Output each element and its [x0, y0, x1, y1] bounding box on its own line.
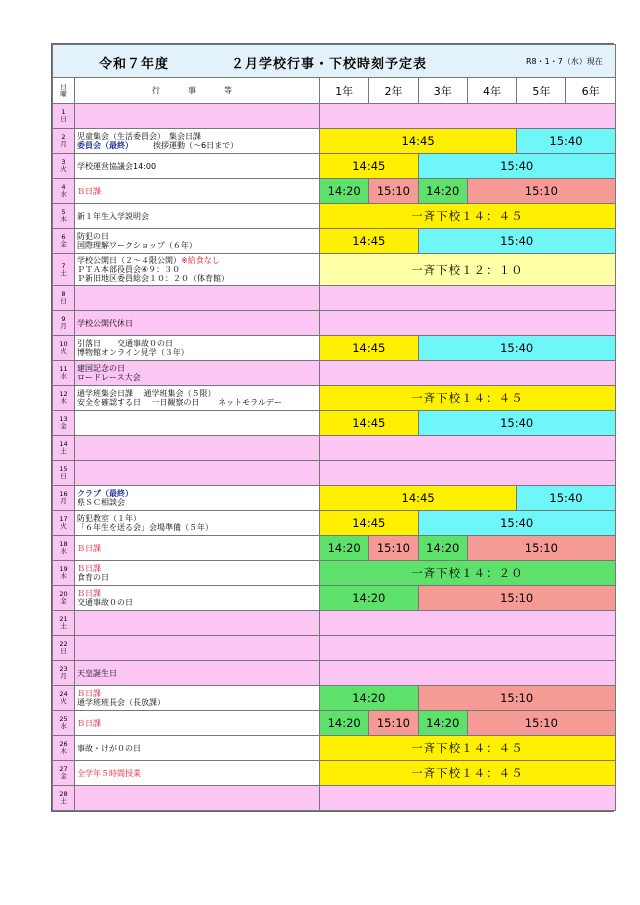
dismissal-time [320, 311, 616, 336]
dismissal-time: 14:20 [418, 536, 467, 561]
day-cell [53, 129, 75, 154]
dismissal-time: 15:10 [369, 179, 418, 204]
event-line [77, 265, 319, 274]
day-number: 6 [61, 233, 66, 241]
dismissal-time [320, 104, 616, 129]
dismissal-time [320, 611, 616, 636]
schedule-row [53, 486, 616, 511]
day-cell [53, 536, 75, 561]
dismissal-time: 14:20 [320, 686, 419, 711]
schedule-row [53, 129, 616, 154]
event-line [77, 589, 319, 598]
day-of-week: 水 [60, 372, 67, 380]
day-number: 11 [59, 365, 68, 373]
event-line [77, 398, 319, 407]
event-note: ※給食なし [181, 256, 220, 265]
events-cell [75, 286, 320, 311]
event-text: 学校公開代休日 [77, 318, 133, 328]
schedule-row [53, 204, 616, 229]
event-text: 全学年５時間授業 [77, 768, 141, 778]
day-number: 18 [59, 540, 68, 548]
event-text: 学校公開日（２～４限公開） [77, 256, 181, 265]
dismissal-time: 15:40 [517, 486, 616, 511]
event-line [77, 274, 319, 283]
dismissal-time: 15:40 [517, 129, 616, 154]
event-text: 新１年生入学説明会 [77, 211, 149, 221]
day-cell [53, 336, 75, 361]
schedule-row [53, 361, 616, 386]
event-line [77, 744, 319, 753]
event-text: 防犯の日 [77, 232, 109, 241]
day-of-week: 日 [60, 115, 67, 123]
event-text: 交通事故０の日 [77, 598, 133, 607]
day-of-week: 水 [60, 547, 67, 555]
event-text: Ｂ日課 [77, 186, 101, 196]
dismissal-time: 14:20 [320, 586, 419, 611]
events-cell [75, 154, 320, 179]
day-number: 26 [59, 740, 68, 748]
schedule-row [53, 254, 616, 286]
event-text: Ｂ日課 [77, 718, 101, 728]
event-line [77, 689, 319, 698]
event-line [77, 364, 319, 373]
events-cell [75, 104, 320, 129]
event-line [77, 256, 319, 265]
dismissal-time: 14:45 [320, 486, 517, 511]
day-number: 3 [61, 158, 66, 166]
grade-header-3: 3年 [418, 78, 467, 104]
event-text-suffix: 挨拶運動（～6日まで） [129, 141, 239, 150]
event-line [77, 132, 319, 141]
day-of-week: 木 [60, 747, 67, 755]
day-of-week: 木 [60, 215, 67, 223]
day-of-week: 火 [60, 347, 67, 355]
dismissal-time [320, 361, 616, 386]
event-line [77, 544, 319, 553]
dismissal-time: 一斉下校１４：４５ [320, 204, 616, 229]
day-cell [53, 511, 75, 536]
schedule-row [53, 386, 616, 411]
event-text: Ｂ日課 [77, 564, 101, 573]
day-number: 1 [61, 108, 66, 116]
day-of-week: 土 [60, 622, 67, 630]
events-cell [75, 586, 320, 611]
dismissal-time: 14:45 [320, 229, 419, 254]
day-number: 12 [59, 390, 68, 398]
day-number: 4 [61, 183, 66, 191]
events-cell [75, 636, 320, 661]
day-number: 20 [59, 590, 68, 598]
event-text: 天皇誕生日 [77, 668, 117, 678]
event-line [77, 598, 319, 607]
dismissal-time: 14:20 [320, 711, 369, 736]
events-cell [75, 486, 320, 511]
day-of-week: 金 [60, 240, 67, 248]
day-cell [53, 411, 75, 436]
day-of-week: 月 [60, 140, 67, 148]
schedule-sheet [51, 43, 614, 812]
day-of-week: 木 [60, 397, 67, 405]
day-number: 7 [61, 261, 66, 270]
dismissal-time: 一斉下校１２：１０ [320, 254, 616, 286]
day-cell [53, 611, 75, 636]
event-text: 通学班集会日課 通学班集会（５限） [77, 389, 216, 398]
event-text: ロードレース大会 [77, 373, 141, 382]
day-of-week: 月 [60, 672, 67, 680]
fiscal-year: 令和７年度 [99, 57, 170, 72]
events-cell [75, 204, 320, 229]
event-text: 県ＳＣ相談会 [77, 498, 125, 507]
event-text: 学校運営協議会14:00 [77, 161, 157, 171]
day-number: 8 [61, 290, 66, 298]
day-of-week: 木 [60, 572, 67, 580]
schedule-row [53, 711, 616, 736]
schedule-row [53, 179, 616, 204]
events-cell [75, 336, 320, 361]
events-cell [75, 561, 320, 586]
event-line [77, 498, 319, 507]
event-text: 建国記念の日 [77, 364, 125, 373]
day-of-week: 火 [60, 165, 67, 173]
dismissal-time [320, 461, 616, 486]
day-number: 21 [59, 615, 68, 623]
day-number: 24 [59, 690, 68, 698]
events-cell [75, 386, 320, 411]
events-cell [75, 129, 320, 154]
dismissal-time [320, 786, 616, 811]
event-text: Ｂ日課 [77, 543, 101, 553]
dismissal-time: 15:10 [418, 586, 615, 611]
event-text: Ｂ日課 [77, 689, 101, 698]
dismissal-time: 15:10 [418, 686, 615, 711]
day-number: 5 [61, 208, 66, 216]
dismissal-time: 15:10 [369, 711, 418, 736]
event-line [77, 212, 319, 221]
day-cell [53, 104, 75, 129]
day-cell [53, 711, 75, 736]
schedule-row [53, 461, 616, 486]
event-text: 食育の日 [77, 573, 109, 582]
grade-header-6: 6年 [566, 78, 615, 104]
dismissal-time: 15:40 [418, 411, 615, 436]
events-cell [75, 711, 320, 736]
day-number: 15 [59, 465, 68, 473]
grade-header-5: 5年 [517, 78, 566, 104]
schedule-row [53, 154, 616, 179]
dismissal-time [320, 436, 616, 461]
event-text: Ｐ新旧地区委員総会１０：２０（体育館） [77, 274, 229, 283]
events-cell [75, 179, 320, 204]
dismissal-time: 15:40 [418, 511, 615, 536]
event-line [77, 389, 319, 398]
event-line [77, 241, 319, 250]
day-cell [53, 311, 75, 336]
schedule-row [53, 436, 616, 461]
dismissal-time: 14:20 [418, 711, 467, 736]
day-of-week: 金 [60, 772, 67, 780]
day-number: 19 [59, 565, 68, 573]
events-cell [75, 686, 320, 711]
events-cell [75, 611, 320, 636]
events-cell [75, 661, 320, 686]
events-cell [75, 461, 320, 486]
event-line [77, 523, 319, 532]
event-text: 委員会（最終） [77, 141, 129, 150]
dismissal-time: 14:45 [320, 411, 419, 436]
day-number: 2 [61, 133, 66, 141]
day-number: 27 [59, 765, 68, 773]
grade-header-1: 1年 [320, 78, 369, 104]
day-cell [53, 461, 75, 486]
event-text: 安全を確認する日 一日観察の日 ネットモラルデー [77, 398, 282, 407]
day-cell [53, 204, 75, 229]
schedule-row [53, 586, 616, 611]
day-cell [53, 686, 75, 711]
schedule-row [53, 411, 616, 436]
day-of-week: 日 [60, 297, 67, 305]
event-text: 防犯教室（１年） [77, 514, 141, 523]
event-line [77, 719, 319, 728]
day-of-week: 月 [60, 497, 67, 505]
day-number: 14 [59, 440, 68, 448]
event-line [77, 698, 319, 707]
event-line [77, 769, 319, 778]
event-line [77, 514, 319, 523]
event-line [77, 232, 319, 241]
events-cell [75, 254, 320, 286]
event-line [77, 187, 319, 196]
event-text: 通学班班長会（長放課） [77, 698, 165, 707]
day-number: 17 [59, 515, 68, 523]
day-of-week: 土 [60, 268, 67, 277]
day-cell [53, 254, 75, 286]
day-of-week: 火 [60, 697, 67, 705]
dismissal-time: 15:10 [467, 179, 615, 204]
schedule-row [53, 761, 616, 786]
event-text: ＰＴＡ本部役員会④９：３０ [77, 265, 181, 274]
grade-header-4: 4年 [467, 78, 516, 104]
dismissal-time: 一斉下校１４：２０ [320, 561, 616, 586]
schedule-row [53, 561, 616, 586]
dismissal-time [320, 661, 616, 686]
event-line [77, 162, 319, 171]
dismissal-time: 14:45 [320, 511, 419, 536]
day-cell [53, 361, 75, 386]
schedule-row [53, 229, 616, 254]
schedule-row [53, 686, 616, 711]
day-of-week: 金 [60, 422, 67, 430]
day-of-week: 土 [60, 797, 67, 805]
day-cell [53, 586, 75, 611]
schedule-row [53, 104, 616, 129]
dismissal-time: 14:20 [418, 179, 467, 204]
day-number: 23 [59, 665, 68, 673]
day-number: 16 [59, 490, 68, 498]
dismissal-time: 一斉下校１４：４５ [320, 761, 616, 786]
day-number: 28 [59, 790, 68, 798]
event-line [77, 564, 319, 573]
page-title: ２月学校行事・下校時刻予定表 [231, 57, 428, 72]
event-line [77, 573, 319, 582]
dismissal-time: 一斉下校１４：４５ [320, 736, 616, 761]
dismissal-time: 14:45 [320, 154, 419, 179]
schedule-row [53, 736, 616, 761]
dismissal-time: 一斉下校１４：４５ [320, 386, 616, 411]
day-number: 25 [59, 715, 68, 723]
day-number: 22 [59, 640, 68, 648]
event-text: 「６年生を送る会」会場準備（５年） [77, 523, 213, 532]
as-of-date: R8・1・7（水）現在 [525, 57, 603, 66]
events-cell [75, 411, 320, 436]
day-of-week: 日 [60, 647, 67, 655]
day-cell [53, 154, 75, 179]
events-cell [75, 361, 320, 386]
day-cell [53, 636, 75, 661]
day-of-week: 金 [60, 597, 67, 605]
day-cell [53, 386, 75, 411]
events-cell [75, 536, 320, 561]
schedule-row [53, 661, 616, 686]
events-column-header: 行 事 等 [75, 78, 320, 104]
events-cell [75, 229, 320, 254]
event-text: Ｂ日課 [77, 589, 101, 598]
day-cell [53, 486, 75, 511]
day-number: 9 [61, 315, 66, 323]
events-cell [75, 736, 320, 761]
day-of-week: 月 [60, 322, 67, 330]
event-text: 国際理解ワークショップ（６年） [77, 241, 197, 250]
day-of-week: 水 [60, 722, 67, 730]
day-cell [53, 436, 75, 461]
day-cell [53, 286, 75, 311]
event-line [77, 339, 319, 348]
event-line [77, 373, 319, 382]
events-cell [75, 511, 320, 536]
day-cell [53, 761, 75, 786]
grade-header-2: 2年 [369, 78, 418, 104]
event-line [77, 348, 319, 357]
day-cell [53, 786, 75, 811]
dismissal-time: 14:20 [320, 536, 369, 561]
day-cell [53, 229, 75, 254]
event-line [77, 669, 319, 678]
event-text: 博物館オンライン見学（３年） [77, 348, 189, 357]
schedule-row [53, 611, 616, 636]
dismissal-time: 14:45 [320, 336, 419, 361]
dismissal-time: 15:40 [418, 154, 615, 179]
events-cell [75, 311, 320, 336]
schedule-row [53, 286, 616, 311]
column-header-row [53, 78, 616, 104]
event-text: 児童集会（生活委員会） 集会日課 [77, 132, 201, 141]
day-of-week: 水 [60, 190, 67, 198]
events-cell [75, 761, 320, 786]
dismissal-time: 15:40 [418, 336, 615, 361]
schedule-row [53, 511, 616, 536]
events-cell [75, 436, 320, 461]
title-bar [53, 45, 616, 78]
day-cell [53, 661, 75, 686]
events-cell [75, 786, 320, 811]
day-of-week: 火 [60, 522, 67, 530]
day-of-week: 日 [60, 472, 67, 480]
schedule-row [53, 311, 616, 336]
dismissal-time: 14:20 [320, 179, 369, 204]
dismissal-time: 15:10 [369, 536, 418, 561]
day-of-week: 土 [60, 447, 67, 455]
event-text: クラブ（最終） [77, 489, 133, 498]
dismissal-time [320, 286, 616, 311]
schedule-row [53, 786, 616, 811]
dismissal-time: 15:10 [467, 536, 615, 561]
event-text: 事故・けが０の日 [77, 743, 141, 753]
schedule-row [53, 336, 616, 361]
day-number: 13 [59, 415, 68, 423]
day-column-header: 日 曜 [53, 78, 75, 104]
dismissal-time: 14:45 [320, 129, 517, 154]
dismissal-time [320, 636, 616, 661]
schedule-table [52, 44, 616, 811]
event-line [77, 489, 319, 498]
day-number: 10 [59, 340, 68, 348]
schedule-row [53, 536, 616, 561]
event-text: 引落日 交通事故０の日 [77, 339, 173, 348]
day-cell [53, 736, 75, 761]
day-cell [53, 561, 75, 586]
event-line [77, 141, 319, 150]
dismissal-time: 15:10 [467, 711, 615, 736]
schedule-row [53, 636, 616, 661]
event-line [77, 319, 319, 328]
day-cell [53, 179, 75, 204]
dismissal-time: 15:40 [418, 229, 615, 254]
